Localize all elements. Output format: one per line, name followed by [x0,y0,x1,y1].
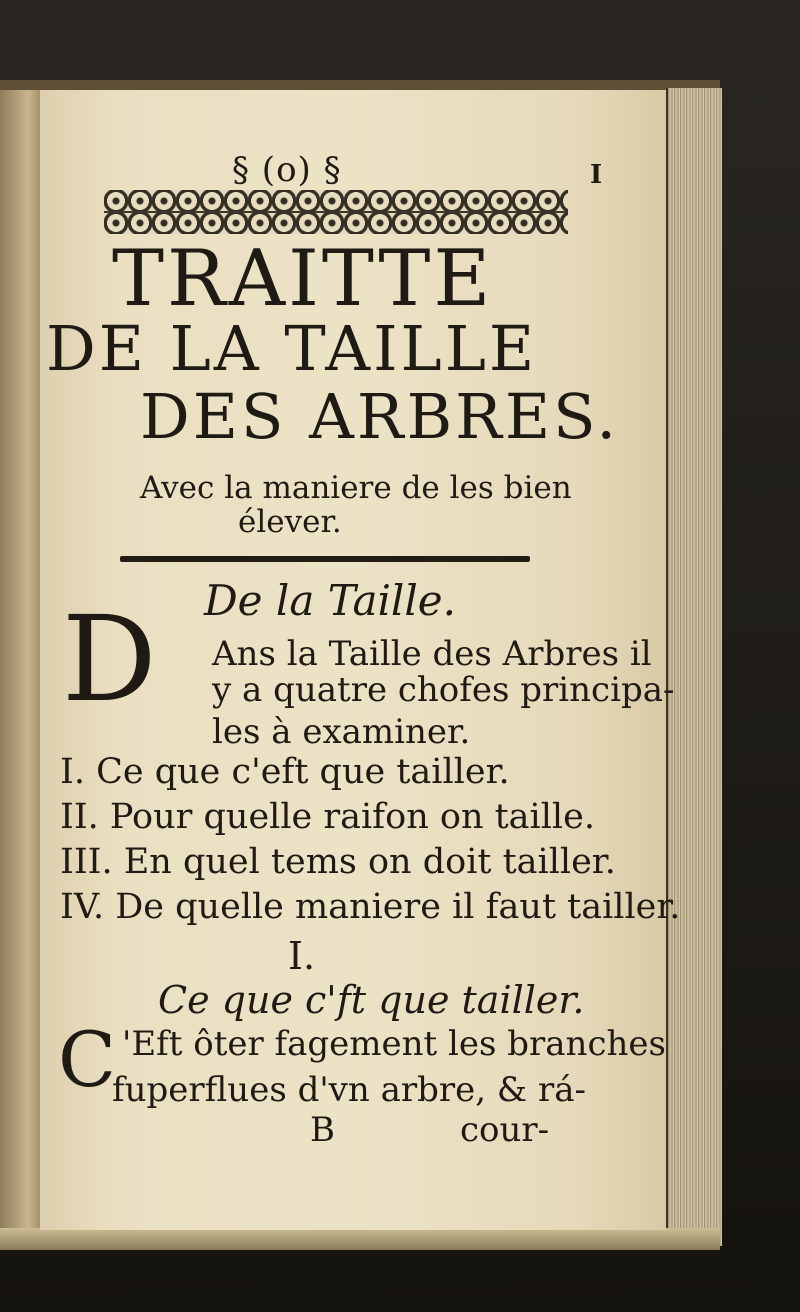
page-bottom-edge [0,1228,720,1250]
subtitle-line-2: élever. [238,504,342,540]
list-item: III. En quel tems on doit tailler. [60,842,616,882]
drop-capital: D [62,590,157,728]
divider-rule [120,556,530,562]
title-line-2: DE LA TAILLE [46,312,538,385]
intro-line-3: les à examiner. [212,712,471,752]
intro-line-2: y a quatre chofes principa- [212,670,675,710]
subtitle-line-1: Avec la maniere de les bien [140,470,572,506]
body-line-2: fuperflues d'vn arbre, & rá- [112,1070,586,1110]
body-line-1: 'Eft ôter fagement les branches [122,1024,666,1064]
list-item: I. Ce que c'eft que tailler. [60,752,510,792]
intro-line-1: Ans la Taille des Arbres il [212,634,652,674]
running-head: § (o) § [232,150,342,190]
subsection-heading: Ce que c'ft que tailler. [158,978,585,1022]
page-fore-edge [666,88,722,1246]
signature-mark: B [310,1110,335,1150]
left-page-edge [0,90,40,1250]
catchword: cour- [460,1110,550,1150]
title-line-1: TRAITTE [112,234,494,324]
subsection-numeral: I. [288,934,316,978]
title-line-3: DES ARBRES. [140,380,620,453]
ornament-band [104,190,568,234]
section-heading: De la Taille. [204,576,456,625]
list-item: IV. De quelle maniere il faut tailler. [60,887,681,927]
body-drop-capital: C [58,1015,117,1104]
list-item: II. Pour quelle raifon on taille. [60,797,595,837]
page-number: I [590,160,603,190]
